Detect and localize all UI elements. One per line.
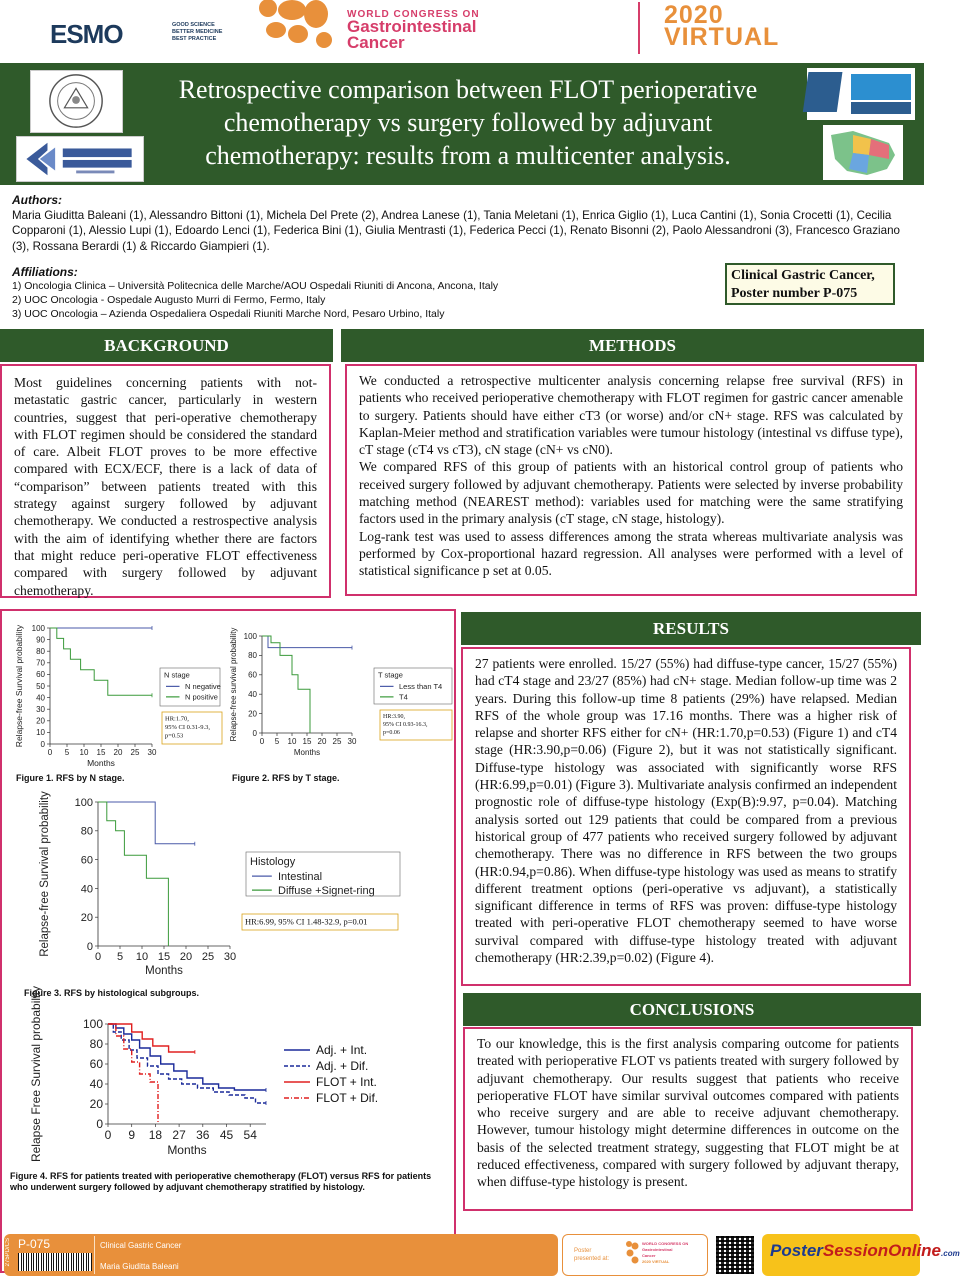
y-axis-label: Relapse-free survival probability — [229, 627, 238, 742]
hazard-ratio-text: HR:1.70, — [165, 715, 189, 723]
header-divider — [638, 2, 640, 54]
series-line-n-positive — [50, 628, 152, 695]
x-tick-label: 15 — [96, 748, 106, 757]
figure-1-caption: Figure 1. RFS by N stage. — [16, 773, 125, 783]
results-text: 27 patients were enrolled. 15/27 (55%) had diffuse-type cancer, 15/27 (55%) had cT4 stage and 23/27 (85%) had cN+ stage. Median follow-up time was 2 years. During this follow-up time 8 patients (29%) have relapsed. Median RFS of the whole group was 17.16 months. There was a higher risk of relapse and shorter RFS either for cN+ (HR:1.70,p=0.53) (Figure 1) and cT4 stage (HR:3.90,p=0.06) (Figure 2), but it was not statistically significant. Diffuse-type histology was associated with significantly worse RFS (HR:6.99,p=0.01) (Figure 3). Multivariate analysis confirmed an independent prognostic role of diffuse-type histology (Exp(B):9.97, p=0.04). Matching analysis sorted out 129 patients that could be compared from a previous historical group of 477 patients who received surgery followed by adjuvant chemotherapy. There was no difference in RFS between the two groups (HR:0.94,p=0.86). When diffuse-type histology was used as means to stratify different treatment options (peri-operative vs adjuvant), a statistically significant difference in terms of RFS was proven: diffuse-type histology treated with peri-operative FLOT chemotherapy seemed to have worse survival compared with diffuse-type histology treated with adjuvant chemotherapy (HR:2.39,p=0.02) (Figure 4). — [475, 656, 897, 966]
x-tick-label: 25 — [332, 737, 342, 746]
series-line-adj-int- — [108, 1024, 266, 1090]
x-tick-label: 5 — [274, 737, 280, 746]
x-tick-label: 15 — [157, 951, 171, 963]
y-tick-label: 0 — [86, 940, 93, 953]
authors-list: Maria Giuditta Baleani (1), Alessandro Bittoni (1), Michela Del Prete (2), Andrea Lanese (1), Tania Meletani (1), Enrica Giglio (1), Luca Cantini (1), Sonia Crocetti (1), Cecilia Copparoni (1), Alessio Lupi (1), Edoardo Lenci (1), Federica Bini (1), Giulia Mentrasti (1), Federica Pecci (1), Renato Bisonni (2), Paolo Alessandroni (3), Francesco Graziano (3), Rossana Berardi (1) & Riccardo Giampieri (1). — [12, 209, 900, 253]
footer-poster-id: P-075 — [18, 1237, 51, 1251]
qr-code-icon[interactable] — [716, 1236, 754, 1274]
y-tick-label: 20 — [36, 716, 45, 726]
marche-region-map — [823, 125, 903, 180]
affiliations-heading: Affiliations: — [12, 265, 78, 279]
methods-paragraph: Log-rank test was used to assess differences among the strata whereas multivariate analysis was performed by Cox-proportional hazard regression. All analyses were performed with a level of statistical significance p set at 0.05. — [359, 528, 903, 579]
y-axis-label: Relapse Free Survival probability — [29, 985, 43, 1163]
y-tick-label: 60 — [89, 1057, 103, 1072]
x-tick-label: 10 — [287, 737, 297, 746]
y-tick-label: 80 — [89, 1037, 103, 1052]
x-tick-label: 25 — [130, 748, 140, 757]
y-tick-label: 50 — [36, 681, 45, 691]
y-tick-label: 10 — [36, 728, 45, 738]
x-axis-label: Months — [293, 748, 321, 757]
x-tick-label: 10 — [135, 951, 149, 963]
x-tick-label: 45 — [219, 1128, 234, 1142]
congress-name-line2: Cancer — [347, 33, 405, 52]
university-seal-logo — [30, 70, 123, 133]
x-tick-label: 20 — [317, 737, 327, 746]
congress-year: 2020 — [664, 1, 724, 29]
hazard-ratio-text: HR:3.90, — [383, 714, 406, 720]
conclusions-section — [463, 1027, 913, 1211]
y-tick-label: 60 — [248, 670, 257, 680]
y-tick-label: 80 — [248, 651, 257, 661]
figure-3-chart — [36, 790, 406, 984]
affiliation-item: 1) Oncologia Clinica – Università Politecnica delle Marche/AOU Ospedali Riuniti di Ancona, Ancona, Italy — [12, 280, 499, 292]
footer-divider — [94, 1236, 95, 1274]
figure-2-caption: Figure 2. RFS by T stage. — [232, 773, 340, 783]
hazard-ratio-text: p=0.53 — [165, 732, 184, 740]
asur-marche-logo — [807, 68, 915, 120]
legend-label: Intestinal — [278, 871, 323, 883]
poster-title: Retrospective comparison between FLOT perioperative chemotherapy vs surgery followed by adjuvant chemotherapy: results from a multicenter analysis. — [178, 75, 758, 170]
x-tick-label: 5 — [64, 748, 70, 757]
x-tick-label: 0 — [104, 1128, 112, 1142]
y-tick-label: 0 — [252, 728, 257, 738]
results-heading: RESULTS — [461, 612, 921, 645]
x-tick-label: 20 — [113, 748, 123, 757]
ospedali-riuniti-logo — [16, 136, 144, 182]
y-tick-label: 70 — [36, 658, 45, 668]
y-tick-label: 100 — [82, 1017, 103, 1032]
x-tick-label: 0 — [47, 748, 53, 757]
legend-label: FLOT + Dif. — [316, 1091, 379, 1105]
figure-4-caption: Figure 4. RFS for patients treated with perioperative chemotherapy (FLOT) versus RFS for patients who underwent surgery followed by adjuvant chemotherapy stratified by histology. — [10, 1171, 432, 1192]
y-tick-label: 100 — [31, 623, 45, 633]
affiliation-item: 3) UOC Oncologia – Azienda Ospedaliera Ospedali Riuniti Marche Nord, Pesaro Urbino, Italy — [12, 308, 445, 320]
y-tick-label: 100 — [74, 796, 93, 809]
hazard-ratio-text: p=0.06 — [383, 730, 400, 736]
y-tick-label: 40 — [89, 1077, 103, 1092]
x-axis-label: Months — [145, 965, 183, 977]
background-text: Most guidelines concerning patients with not-metastatic gastric cancer, particularly in western countries, suggest that peri-operative chemotherapy with FLOT regimen should be considered the standard of care. Albeit FLOT proves to be more effective compared with ECX/ECF, there is a lack of data of “comparison” between patients treated with this strategy against surgery followed by adjuvant chemotherapy. We conducted a restrospective analysis with the aim of identifying whether there are factors that might reduce peri-operative FLOT effectiveness compared with surgery followed by adjuvant chemotherapy. — [14, 375, 317, 598]
x-tick-label: 5 — [116, 951, 124, 963]
y-tick-label: 20 — [80, 912, 93, 925]
poster-number-box — [725, 263, 895, 305]
series-line-less-than-t4 — [262, 636, 352, 648]
y-tick-label: 0 — [40, 739, 45, 749]
authors-heading: Authors: — [12, 193, 62, 207]
congress-prefix: WORLD CONGRESS ON — [347, 9, 480, 20]
congress-name-line1: Gastrointestinal — [347, 17, 477, 36]
y-tick-label: 30 — [36, 705, 45, 714]
y-axis-label: Relapse-free Survival probability — [39, 791, 51, 957]
x-tick-label: 0 — [94, 951, 102, 963]
y-tick-label: 80 — [80, 825, 93, 838]
x-tick-label: 30 — [347, 737, 357, 746]
series-line-t4 — [262, 636, 310, 733]
x-tick-label: 36 — [196, 1128, 210, 1142]
y-axis-label: Relapse-free Survival probability — [14, 624, 24, 748]
hazard-ratio-text: 95% CI 0.31-9.3, — [165, 724, 210, 731]
esmo-logo: ESMO — [50, 19, 123, 49]
y-tick-label: 100 — [243, 631, 257, 641]
poster-category: Clinical Gastric Cancer, — [731, 268, 875, 283]
figure-3-caption: Figure 3. RFS by histological subgroups. — [24, 988, 200, 998]
poster-session-online-logo[interactable]: PosterSessionOnline.com — [770, 1241, 960, 1260]
x-tick-label: 10 — [79, 748, 89, 757]
methods-paragraph: We compared RFS of this group of patients with an historical control group of patients who received surgery followed by adjuvant chemotherapy. Patients were selected by inverse probability matching method (NEAREST method): variables used for matching were the same stratifying factors used in the primary analysis (cT stage, cN stage, histology). — [359, 459, 903, 527]
hazard-ratio-text: HR:6.99, 95% CI 1.48-32.9, p=0.01 — [245, 916, 368, 927]
y-tick-label: 20 — [248, 709, 257, 719]
x-axis-label: Months — [87, 758, 115, 768]
affiliation-item: 2) UOC Oncologia - Ospedale Augusto Murri di Fermo, Fermo, Italy — [12, 294, 326, 306]
background-heading: BACKGROUND — [0, 329, 333, 362]
legend-label: FLOT + Int. — [316, 1075, 377, 1089]
x-tick-label: 54 — [243, 1128, 257, 1142]
y-tick-label: 60 — [80, 854, 93, 867]
legend-title: T stage — [378, 670, 403, 680]
x-tick-label: 0 — [259, 737, 265, 746]
hazard-ratio-text: 95% CI 0.93-16.3, — [383, 722, 428, 728]
conclusions-text: To our knowledge, this is the first analysis comparing outcome for patients treated with perioperative FLOT vs patients treated with surgery followed by adjuvant chemotherapy. Our results suggest that patients who receive perioperative FLOT have similar survival outcomes compared with patients who receive surgery and are able to receive adjuvant chemotherapy. However, tumour histology might determine differences in outcome on the basis of the selected treatment strategy, suggesting that FLOT might be at reduced effectiveness, compared with surgery followed by adjuvant therapy, when diffuse-type histology is present. — [477, 1036, 899, 1190]
series-line-diffuse-signet-ring — [98, 802, 168, 946]
x-tick-label: 25 — [201, 951, 215, 963]
footer-category: Clinical Gastric Cancer — [100, 1241, 182, 1250]
barcode-icon — [18, 1253, 92, 1271]
x-tick-label: 18 — [148, 1128, 163, 1142]
y-tick-label: 0 — [96, 1117, 103, 1132]
y-tick-label: 40 — [80, 883, 93, 896]
x-tick-label: 27 — [172, 1128, 186, 1142]
x-tick-label: 9 — [128, 1128, 136, 1142]
y-tick-label: 40 — [36, 693, 45, 703]
legend-label: Adj. + Dif. — [316, 1059, 369, 1073]
y-tick-label: 80 — [36, 647, 45, 656]
figure-2-chart — [228, 624, 456, 764]
legend-label: Adj. + Int. — [316, 1043, 368, 1057]
legend-label: Less than T4 — [399, 682, 443, 691]
y-tick-label: 40 — [248, 690, 257, 699]
congress-virtual: VIRTUAL — [664, 23, 780, 51]
methods-paragraph: We conducted a retrospective multicenter analysis concerning relapse free survival (RFS) in patients who received perioperative chemotherapy with FLOT regimen for gastric cancer amenable to surgery. Patients should have either cT3 (or worse) and/or cN+ stage. RFS was calculated by Kaplan-Meier method and stratification variables were tumour histology (intestinal vs diffuse type), cT stage (cT4 vs cT3), cN stage (cN+ vs cN0). — [359, 373, 903, 458]
congress-mini-logo: WORLD CONGRESS ON Gastrointestinal Cancer 2020 VIRTUAL — [642, 1241, 689, 1264]
congress-logo-icon — [254, 0, 340, 52]
legend-label: Diffuse +Signet-ring — [278, 885, 375, 897]
poster-number: Poster number P-075 — [731, 286, 858, 301]
x-axis-label: Months — [167, 1143, 207, 1157]
congress-mini-icon — [624, 1240, 640, 1266]
legend-label: N positive — [185, 692, 218, 702]
methods-section — [345, 364, 917, 596]
results-section — [461, 647, 911, 986]
methods-heading: METHODS — [341, 329, 924, 362]
legend-label: N negative — [185, 682, 221, 691]
footer-author: Maria Giuditta Baleani — [100, 1262, 179, 1271]
esmo-tagline: GOOD SCIENCE BETTER MEDICINE BEST PRACTICE — [172, 22, 223, 42]
y-tick-label: 60 — [36, 670, 45, 680]
footer-side-code: 275PD/CS — [5, 1238, 11, 1267]
y-tick-label: 90 — [36, 635, 45, 645]
x-tick-label: 20 — [179, 951, 193, 963]
background-section — [0, 364, 331, 598]
legend-title: N stage — [164, 670, 190, 680]
presented-at-label: Poster presented at: — [574, 1248, 610, 1262]
legend-title: Histology — [250, 856, 296, 868]
legend-label: T4 — [399, 692, 408, 702]
x-tick-label: 15 — [302, 737, 312, 746]
series-line-intestinal — [98, 802, 195, 844]
x-tick-label: 30 — [223, 951, 237, 963]
figure-1-chart — [10, 618, 230, 776]
y-tick-label: 20 — [89, 1097, 103, 1112]
conclusions-heading: CONCLUSIONS — [463, 993, 921, 1026]
x-tick-label: 30 — [147, 748, 157, 757]
